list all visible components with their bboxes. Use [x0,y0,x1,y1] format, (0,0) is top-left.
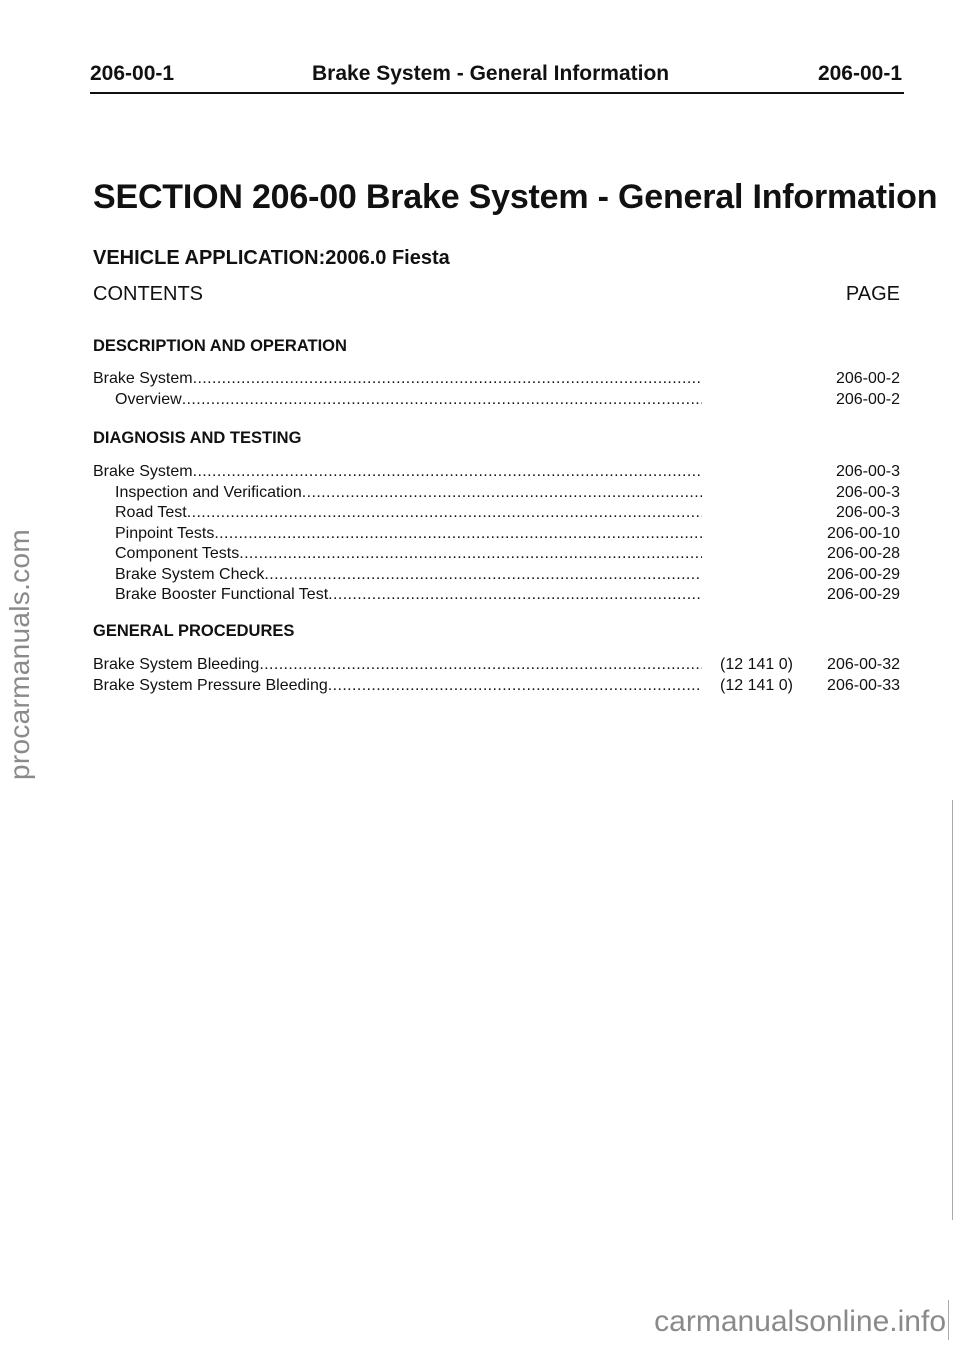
vehicle-application: VEHICLE APPLICATION:2006.0 Fiesta [93,247,450,269]
toc-entry[interactable] [93,462,900,483]
toc-entry-page: 206-00-29 [827,586,900,603]
toc-entry-label: Brake System Pressure Bleeding [93,676,328,694]
toc-entry[interactable] [93,483,900,504]
header-page-number-right: 206-00-1 [817,62,902,85]
scan-edge-mark [952,800,953,1220]
leader-dots [239,544,702,565]
toc-entry[interactable] [93,676,900,697]
toc-entry-page: 206-00-3 [835,463,900,480]
leader-dots [182,390,702,411]
leader-dots [328,585,702,606]
toc-entry-page: 206-00-33 [827,676,900,694]
section-title: SECTION 206-00 Brake System - General Information [93,178,938,216]
toc-entry-label: Brake System [93,370,193,387]
toc-entry-page: 206-00-32 [827,656,900,673]
leader-dots [302,483,702,504]
header-page-number-left: 206-00-1 [90,62,175,85]
toc-entry[interactable] [93,544,900,565]
toc-entry-label: Road Test [115,504,187,521]
toc-entry-label: Brake Booster Functional Test [115,586,329,603]
toc-entry[interactable] [93,585,900,606]
section-heading-general-procedures: GENERAL PROCEDURES [93,622,295,640]
leader-dots [214,524,702,545]
toc-entry-page: 206-00-10 [827,524,900,542]
toc-entry-label: Inspection and Verification [115,483,302,501]
toc-entry[interactable] [93,655,900,676]
toc-entry-page: 206-00-29 [827,565,900,583]
toc-list-diagnosis [93,462,900,606]
leader-dots [187,503,702,524]
leader-dots [328,676,702,697]
toc-entry-label: Component Tests [115,545,240,562]
toc-entry-label: Overview [115,390,182,408]
toc-entry-page: 206-00-2 [835,370,900,387]
scan-edge-mark [948,1300,949,1340]
toc-list-general-procedures [93,655,900,696]
leader-dots [193,462,702,483]
toc-entry-page: 206-00-3 [835,483,900,501]
toc-entry[interactable] [93,369,900,390]
toc-list-description [93,369,900,410]
toc-entry[interactable] [93,565,900,586]
section-heading-description: DESCRIPTION AND OPERATION [93,337,347,355]
page-header [90,62,904,94]
watermark-bottom: carmanualsonline.info [654,1305,946,1338]
toc-entry-label: Brake System [93,463,193,480]
toc-entry-page: 206-00-28 [827,545,900,562]
leader-dots [264,565,702,586]
contents-label: CONTENTS [93,283,203,305]
toc-entry[interactable] [93,524,900,545]
toc-entry-label: Brake System Check [115,565,265,583]
toc-entry[interactable] [93,390,900,411]
header-title: Brake System - General Information [312,62,670,85]
toc-entry-label: Brake System Bleeding [93,656,260,673]
toc-entry-code: (12 141 0) [720,656,793,673]
toc-entry-label: Pinpoint Tests [115,524,215,542]
section-heading-diagnosis: DIAGNOSIS AND TESTING [93,429,302,447]
toc-entry-page: 206-00-3 [835,504,900,521]
leader-dots [259,655,702,676]
watermark-left: procarmanuals.com [4,529,35,780]
toc-entry[interactable] [93,503,900,524]
leader-dots [193,369,702,390]
toc-entry-page: 206-00-2 [835,390,900,408]
page-column-label: PAGE [845,283,900,305]
toc-entry-code: (12 141 0) [720,676,793,694]
